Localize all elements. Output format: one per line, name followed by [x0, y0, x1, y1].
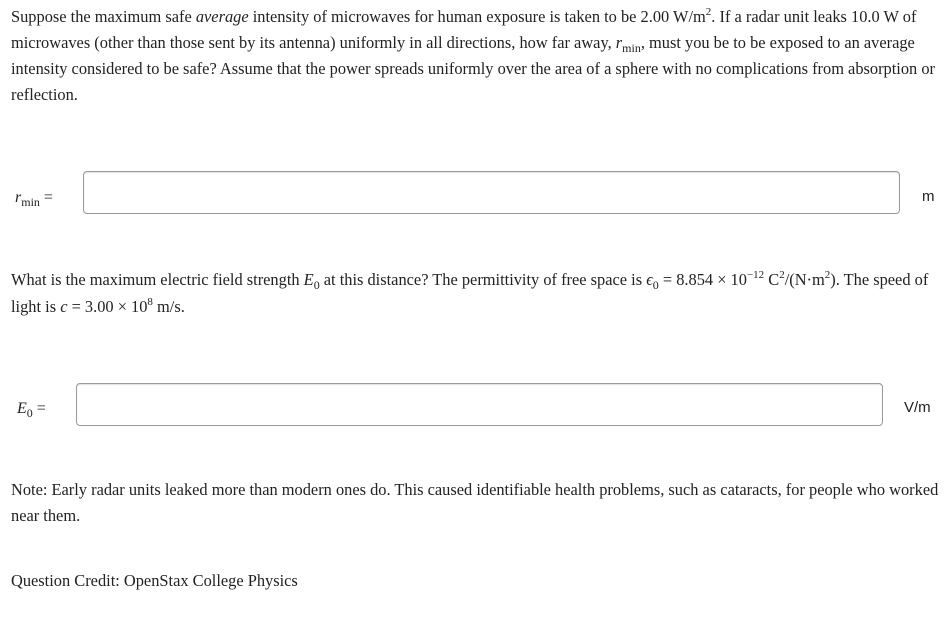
rmin-label [15, 189, 53, 207]
text: ). The speed of light is [11, 270, 929, 316]
subscript: 0 [26, 406, 33, 420]
question-credit: Question Credit: OpenStax College Physics [11, 571, 298, 590]
rmin-unit: m [922, 188, 935, 205]
math-variable: E [17, 400, 27, 417]
question-paragraph-1 [11, 4, 939, 108]
question-paragraph-2 [11, 266, 939, 320]
superscript: 2 [779, 269, 785, 281]
math-variable: c [60, 297, 68, 316]
text: = 8.854 × 10 [658, 270, 747, 289]
subscript: min [622, 41, 641, 55]
text: What is the maximum electric field strength [11, 270, 304, 289]
emphasis-text: average [195, 7, 249, 26]
e0-answer-input[interactable] [76, 383, 883, 426]
superscript: 2 [705, 6, 712, 18]
text: at this distance? The permittivity of free space is [319, 270, 647, 289]
e0-unit: V/m [904, 399, 931, 416]
rmin-answer-input[interactable] [83, 171, 900, 214]
note-paragraph: Note: Early radar units leaked more than modern ones do. This caused identifiable health problems, such as cataracts, for people who worked near them. [11, 480, 939, 525]
math-variable: r [15, 189, 22, 206]
text: intensity of microwaves for human exposure is taken to be 2.00 W/m [248, 7, 706, 26]
text: = 3.00 × 10 [67, 297, 148, 316]
e0-label [17, 400, 46, 418]
subscript: 0 [652, 278, 659, 292]
math-variable: ϵ [646, 270, 653, 289]
text: /(N·m [784, 270, 825, 289]
superscript: 8 [147, 296, 153, 308]
subscript: min [21, 195, 40, 209]
text: C [764, 270, 780, 289]
superscript: −12 [746, 269, 765, 281]
math-variable: E [303, 270, 314, 289]
equals-sign: = [39, 189, 53, 206]
superscript: 2 [824, 269, 831, 281]
text: m/s. [152, 297, 185, 316]
subscript: 0 [313, 278, 320, 292]
text: Suppose the maximum safe [11, 7, 196, 26]
text: , must you be to be exposed to an average intensity considered to be safe? Assume that the power spreads uniformly over the area of a sphere with no complications from absorption or reflection. [11, 33, 935, 104]
equals-sign: = [32, 400, 46, 417]
text: . If a radar unit leaks 10.0 W of microwaves (other than those sent by its antenna) uniformly in all directions, how far away, [11, 7, 917, 52]
math-variable: r [615, 33, 623, 52]
